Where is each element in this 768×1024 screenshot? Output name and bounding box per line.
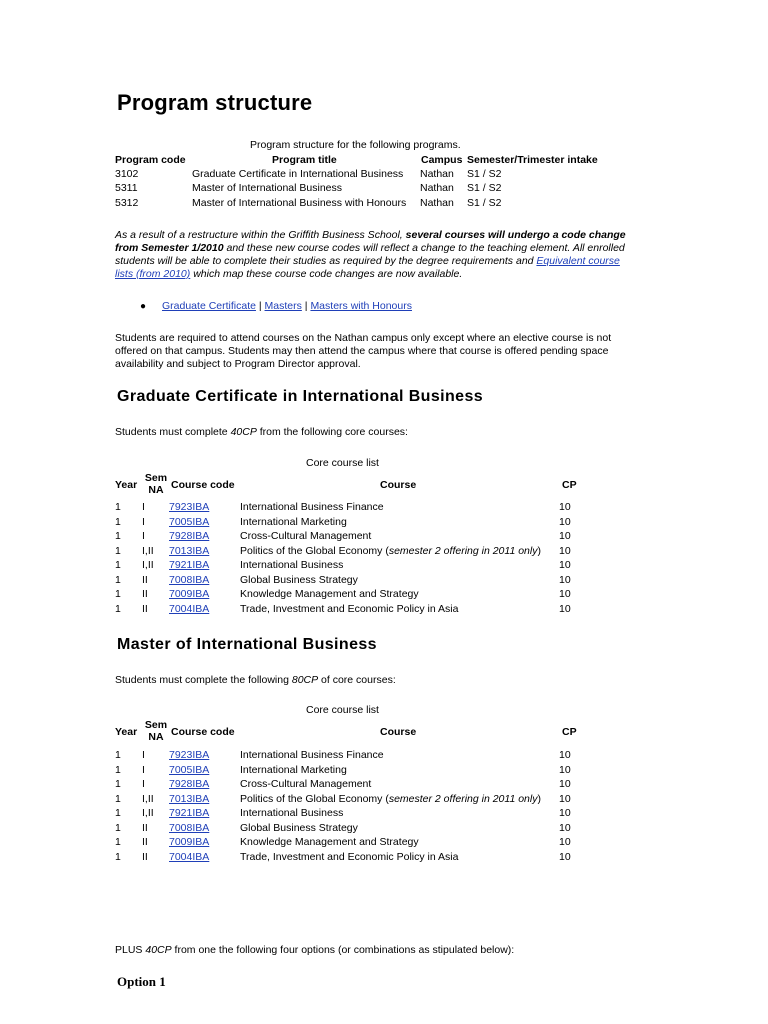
equivalent-course-lists-link-cont[interactable]: lists (from 2010) [115,268,191,280]
semester-cell: II [142,836,148,848]
course-title: Knowledge Management and Strategy [240,836,419,848]
course-title-cell [240,836,419,848]
course-title: Politics of the Global Economy ( [240,792,389,805]
credit-points-cell: 10 [559,602,571,615]
table-row [0,574,768,588]
course-title-cell [240,530,371,542]
restructure-notice [115,229,655,281]
course-title: International Business [240,807,344,819]
header-sem-line1: Sem [144,472,168,484]
course-title: Trade, Investment and Economic Policy in Asia [240,850,459,863]
credit-points-cell: 10 [559,530,571,542]
program-campus-cell: Nathan [420,168,454,180]
semester-cell: I,II [142,807,154,819]
course-code-link[interactable]: 7013IBA [169,544,210,557]
master-intro [115,674,396,686]
course-code-link[interactable]: 7009IBA [169,836,210,848]
table-row [0,822,768,836]
program-title-cell: Master of International Business [192,182,342,194]
header-sem-line2: NA [148,731,164,743]
course-title: Politics of the Global Economy ( [240,544,389,557]
credit-points-cell: 10 [559,763,571,776]
credit-points-cell: 10 [559,573,571,586]
course-code-link[interactable]: 7005IBA [169,763,210,776]
nav-separator: | [301,300,311,312]
table-row [0,516,768,530]
year-cell: 1 [115,850,121,863]
core-course-list-caption: Core course list [306,457,379,469]
semester-cell: I [142,763,145,776]
course-title-cell [240,603,458,615]
plus-note [115,944,514,956]
year-cell: 1 [115,602,121,615]
year-cell: 1 [115,749,121,761]
credit-points-cell: 10 [559,749,571,761]
intro-cp: 40CP [230,426,257,438]
course-code-link[interactable]: 7921IBA [169,807,210,819]
course-title-cell [240,764,347,776]
notice-line [115,242,655,255]
program-intake-cell: S1 / S2 [467,182,502,194]
credit-points-cell: 10 [559,588,571,600]
program-table-header-campus: Campus [421,154,463,166]
credit-points-cell: 10 [559,559,571,571]
program-code-cell: 3102 [115,168,139,180]
program-table-caption: Program structure for the following programs. [250,139,461,151]
course-title-cell [240,822,358,834]
year-cell: 1 [115,792,121,805]
notice-text: which map these course code changes are now available. [190,268,463,280]
program-code-cell: 5312 [115,197,139,209]
table-row [0,530,768,544]
program-title-cell: Graduate Certificate in International Business [192,168,404,180]
semester-cell: II [142,821,148,834]
header-course: Course [380,726,417,738]
plus-text: from one the following four options (or combinations as stipulated below): [171,944,515,956]
course-code-link[interactable]: 7004IBA [169,602,210,615]
graduate-certificate-intro [115,426,408,438]
program-campus-cell: Nathan [420,182,454,194]
course-title-cell [240,749,384,761]
course-title-cell [240,516,347,528]
intro-text: Students must complete the following [115,674,292,686]
credit-points-cell: 10 [559,821,571,834]
campus-note-line: availability and subject to Program Director approval. [115,358,361,370]
course-title-cell [240,778,371,790]
year-cell: 1 [115,821,121,834]
notice-text: As a result of a restructure within the Griffith Business School, [115,229,406,241]
semester-cell: I [142,530,145,542]
course-offering-note: semester 2 offering in 2011 only [388,544,538,557]
year-cell: 1 [115,778,121,790]
course-title: Cross-Cultural Management [240,778,372,790]
credit-points-cell: 10 [559,792,571,805]
program-table-header-code: Program code [115,154,186,166]
course-title: Global Business Strategy [240,821,358,834]
course-title: International Marketing [240,515,347,528]
credit-points-cell: 10 [559,836,571,848]
bullet-icon: ● [140,301,147,312]
intro-cp: 80CP [291,674,319,686]
course-title: International Marketing [240,763,347,776]
year-cell: 1 [115,559,121,571]
masters-link[interactable]: Masters [264,300,302,312]
option-1-heading: Option 1 [117,974,166,989]
year-cell: 1 [115,588,121,600]
course-code-link[interactable]: 7004IBA [169,850,210,863]
core-course-list-caption: Core course list [306,704,379,716]
year-cell: 1 [115,544,121,557]
header-sem-line2: NA [148,484,164,496]
table-row [0,851,768,865]
course-title-cell [240,545,541,557]
course-code-link[interactable]: 7013IBA [169,792,210,805]
notice-emphasis: from Semester 1/2010 [115,242,224,254]
credit-points-cell: 10 [559,501,571,513]
credit-points-cell: 10 [559,807,571,819]
semester-cell: I,II [142,544,154,557]
year-cell: 1 [115,515,121,528]
course-title-cell [240,574,358,586]
year-cell: 1 [115,573,121,586]
table-row [0,588,768,602]
table-row [0,778,768,792]
course-title: International Business [240,559,344,571]
semester-cell: I [142,749,145,761]
plus-text: PLUS [115,944,146,956]
equivalent-course-lists-link[interactable]: Equivalent course [536,255,620,267]
table-row [0,545,768,559]
credit-points-cell: 10 [559,544,571,557]
course-title-cell [240,793,541,805]
program-campus-cell: Nathan [420,197,454,209]
course-title: Trade, Investment and Economic Policy in Asia [240,602,459,615]
credit-points-cell: 10 [559,778,571,790]
header-course-code: Course code [171,479,235,491]
course-title-cell [240,501,384,513]
table-row [0,603,768,617]
semester-cell: I [142,515,145,528]
year-cell: 1 [115,501,121,513]
program-table-header-title: Program title [272,154,337,166]
credit-points-cell: 10 [559,850,571,863]
semester-cell: II [142,588,148,600]
masters-with-honours-link[interactable]: Masters with Honours [310,300,412,312]
plus-cp: 40CP [145,944,172,956]
notice-text: and these new course codes will reflect a change to the teaching element. All enrolled [223,242,625,254]
program-intake-cell: S1 / S2 [467,168,502,180]
intro-text: of core courses: [318,674,396,686]
course-title-cell [240,588,419,600]
header-cp: CP [562,726,577,738]
notice-text: students will be able to complete their studies as required by the degree requirements and [115,255,537,267]
intro-text: Students must complete [115,426,231,438]
campus-note-line: Students are required to attend courses on the Nathan campus only except where an elective course is not [115,332,612,344]
program-title-cell: Master of International Business with Honours [192,197,407,209]
program-nav-links [162,300,412,312]
nav-separator: | [255,300,265,312]
table-row [0,559,768,573]
notice-line [115,255,655,268]
credit-points-cell: 10 [559,515,571,528]
year-cell: 1 [115,530,121,542]
table-row [0,793,768,807]
course-code-link[interactable]: 7008IBA [169,573,210,586]
year-cell: 1 [115,836,121,848]
header-year: Year [115,479,138,491]
campus-note [115,332,655,371]
header-year: Year [115,726,138,738]
program-table-header-intake: Semester/Trimester intake [467,154,598,166]
header-sem-line1: Sem [144,719,168,731]
course-title-end: ) [537,544,541,557]
semester-cell: I,II [142,792,154,805]
semester-cell: I [142,778,145,790]
table-row [0,807,768,821]
course-title: International Business Finance [240,501,384,513]
course-code-link[interactable]: 7928IBA [169,530,210,542]
program-intake-cell: S1 / S2 [467,197,502,209]
graduate-certificate-link[interactable]: Graduate Certificate [162,300,256,312]
course-title-cell [240,559,343,571]
course-title: International Business Finance [240,749,384,761]
semester-cell: I [142,501,145,513]
course-title-cell [240,807,343,819]
course-code-link[interactable]: 7921IBA [169,559,210,571]
course-title: Global Business Strategy [240,573,358,586]
master-heading: Master of International Business [117,636,377,653]
course-code-link[interactable]: 7928IBA [169,778,210,790]
header-sem [143,719,169,743]
header-cp: CP [562,479,577,491]
notice-line [115,229,655,242]
course-code-link[interactable]: 7009IBA [169,588,210,600]
program-code-cell: 5311 [115,182,138,194]
notice-emphasis: several courses will undergo a code change [405,229,626,241]
course-title: Cross-Cultural Management [240,530,372,542]
course-title-cell [240,851,458,863]
course-title: Knowledge Management and Strategy [240,588,419,600]
header-sem [143,472,169,496]
semester-cell: II [142,850,148,863]
intro-text: from the following core courses: [256,426,408,438]
course-offering-note: semester 2 offering in 2011 only [388,792,538,805]
semester-cell: II [142,573,148,586]
table-row [0,836,768,850]
semester-cell: I,II [142,559,154,571]
table-row [0,501,768,515]
table-row [0,749,768,763]
semester-cell: II [142,602,148,615]
year-cell: 1 [115,763,121,776]
campus-note-line: offered on that campus. Students may then attend the campus where that course is offered pending space [115,345,609,357]
table-row [0,764,768,778]
course-code-link[interactable]: 7923IBA [169,501,210,513]
notice-line [115,268,655,281]
header-course: Course [380,479,417,491]
page-title: Program structure [117,90,313,115]
course-code-link[interactable]: 7008IBA [169,821,210,834]
header-course-code: Course code [171,726,235,738]
course-title-end: ) [537,792,541,805]
graduate-certificate-heading: Graduate Certificate in International Business [117,388,484,405]
year-cell: 1 [115,807,121,819]
course-code-link[interactable]: 7923IBA [169,749,210,761]
course-code-link[interactable]: 7005IBA [169,515,210,528]
